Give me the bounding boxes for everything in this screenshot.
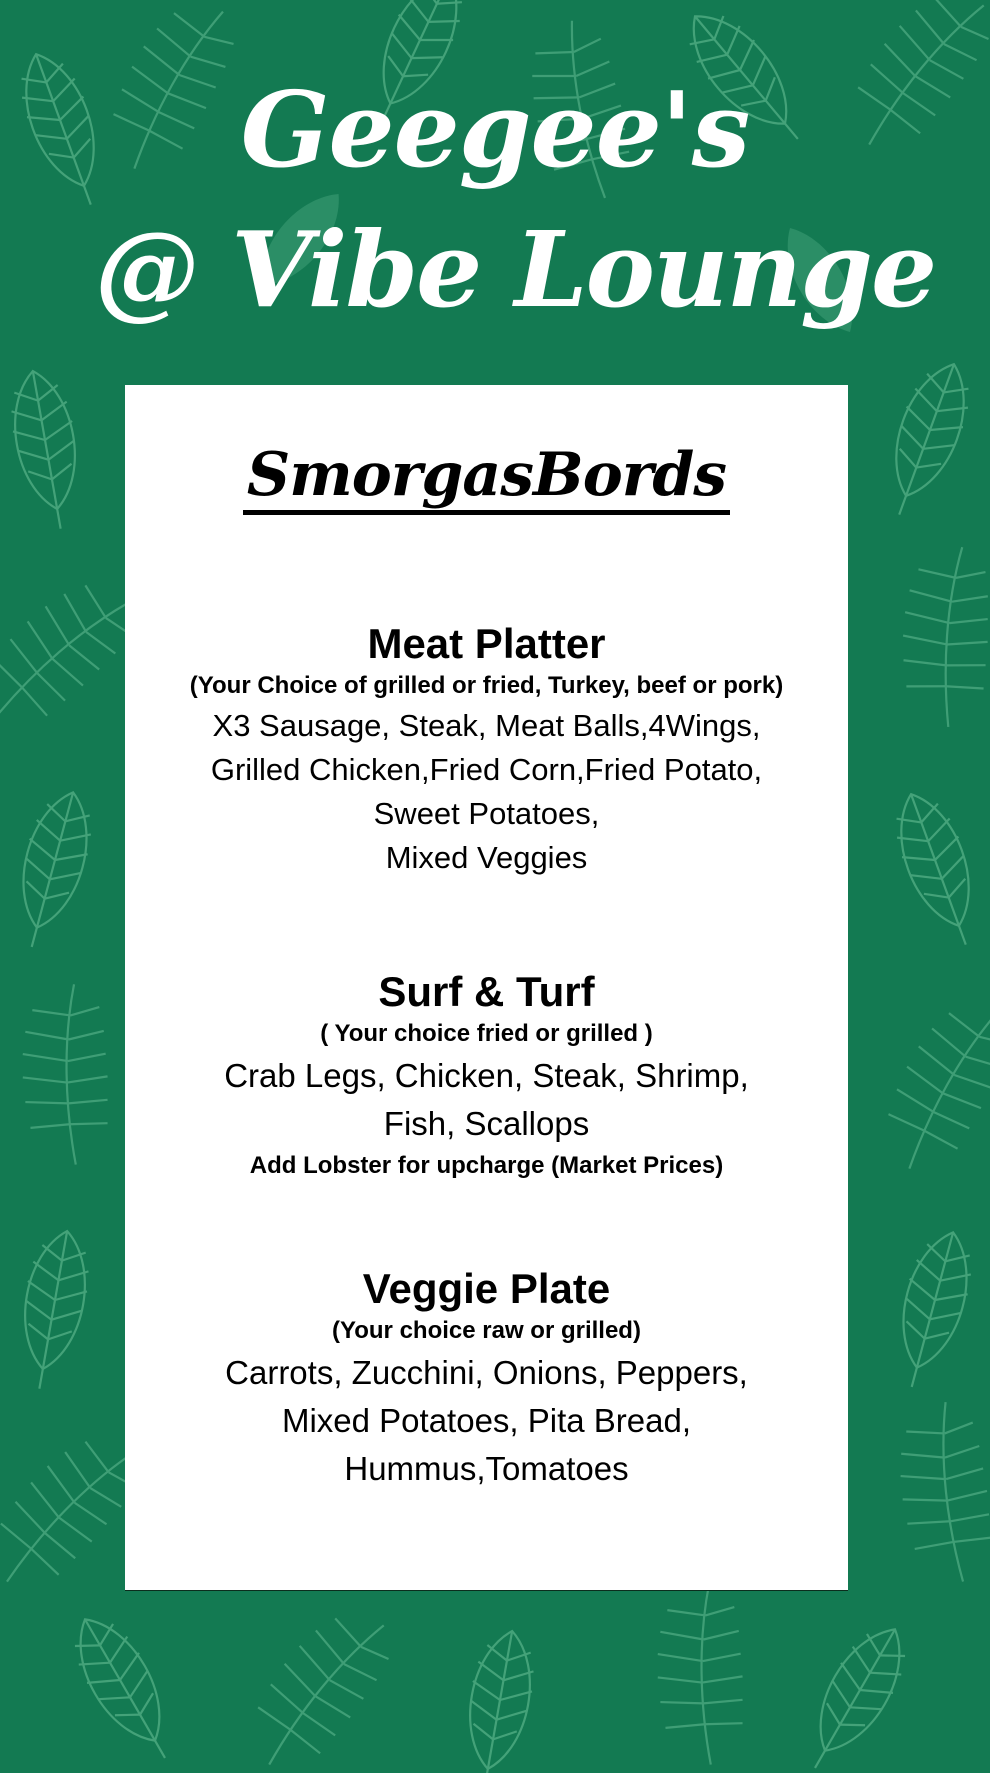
- menu-item-meat-platter: [165, 620, 808, 880]
- section-title: [125, 440, 848, 510]
- item-extra-note: Add Lobster for upcharge (Market Prices): [249, 1152, 724, 1179]
- item-description-line: Mixed Veggies: [385, 840, 588, 875]
- item-description-line: Grilled Chicken,Fried Corn,Fried Potato,: [210, 752, 763, 787]
- item-description-line: Carrots, Zucchini, Onions, Peppers,: [225, 1354, 748, 1391]
- item-name: Surf & Turf: [378, 968, 595, 1015]
- item-description-line: Mixed Potatoes, Pita Bread,: [281, 1402, 692, 1439]
- item-description-line: Fish, Scallops: [383, 1105, 590, 1142]
- item-description-line: Sweet Potatoes,: [373, 796, 600, 831]
- item-description-line: Crab Legs, Chicken, Steak, Shrimp,: [224, 1057, 749, 1094]
- venue-title-line-2: @ Vibe Lounge: [94, 208, 936, 331]
- menu-item-veggie-plate: [165, 1265, 808, 1493]
- item-description-line: Hummus,Tomatoes: [344, 1450, 629, 1487]
- item-note: (Your Choice of grilled or fried, Turkey, beef or pork): [189, 672, 784, 699]
- section-title-text: SmorgasBords: [243, 440, 730, 515]
- item-note: (Your choice raw or grilled): [332, 1317, 641, 1344]
- item-name: Veggie Plate: [362, 1265, 611, 1312]
- venue-title-line-1: Geegee's: [240, 68, 750, 191]
- menu-item-surf-and-turf: [165, 968, 808, 1184]
- item-name: Meat Platter: [367, 620, 606, 667]
- item-note: ( Your choice fried or grilled ): [320, 1020, 653, 1047]
- item-description-line: X3 Sausage, Steak, Meat Balls,4Wings,: [212, 708, 761, 743]
- menu-card: [125, 385, 848, 1590]
